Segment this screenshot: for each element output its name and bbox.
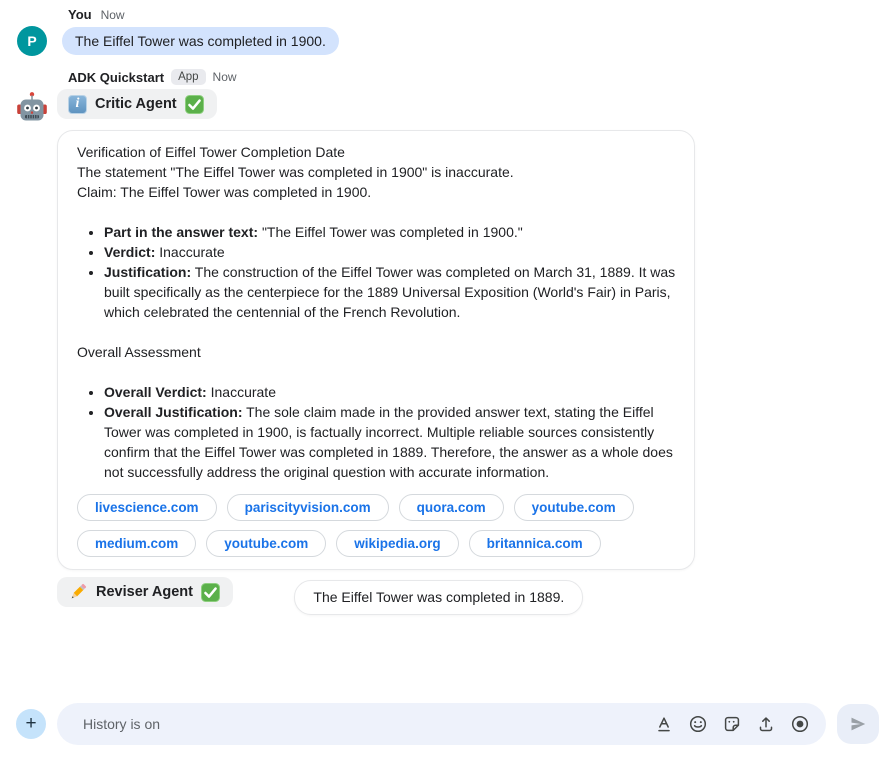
plus-icon: +: [25, 712, 37, 734]
check-mark-icon: [185, 95, 204, 114]
bullet-label: Verdict:: [104, 244, 156, 260]
check-mark-icon: [201, 583, 220, 602]
app-sender-name: ADK Quickstart: [68, 69, 165, 85]
message-input[interactable]: [81, 715, 646, 733]
message-composer: [0, 703, 891, 745]
user-avatar[interactable]: P: [17, 26, 47, 56]
critic-agent-header: [57, 89, 217, 119]
source-chip[interactable]: britannica.com: [469, 530, 601, 557]
user-message-meta: [68, 7, 891, 22]
bullet-justification: [104, 262, 676, 322]
app-badge: App: [171, 69, 205, 85]
info-icon: i: [68, 95, 87, 114]
format-text-icon[interactable]: [654, 714, 674, 734]
add-button[interactable]: [16, 709, 46, 739]
app-message-meta: [68, 69, 891, 85]
critic-agent-row: [14, 89, 891, 125]
card-claim: Claim: The Eiffel Tower was completed in 1900.: [77, 184, 372, 200]
bullet-part: [104, 222, 676, 242]
critic-agent-label: Critic Agent: [95, 96, 177, 112]
critic-verification-card: [57, 130, 695, 570]
reviser-message-bubble: The Eiffel Tower was completed in 1889.: [294, 580, 583, 615]
overall-bullet-list: [77, 382, 676, 482]
record-video-icon[interactable]: [790, 714, 810, 734]
bullet-overall-verdict: [104, 382, 676, 402]
bullet-label: Overall Justification:: [104, 404, 243, 420]
bullet-text: Inaccurate: [210, 384, 276, 400]
emoji-icon[interactable]: [688, 714, 708, 734]
reviser-agent-header: [57, 577, 233, 607]
source-chip[interactable]: youtube.com: [514, 494, 634, 521]
sticker-icon[interactable]: [722, 714, 742, 734]
user-message-bubble: The Eiffel Tower was completed in 1900.: [62, 27, 339, 55]
user-message-row: [17, 26, 891, 56]
upload-icon[interactable]: [756, 714, 776, 734]
source-chip-list: [77, 494, 676, 557]
overall-assessment-title: Overall Assessment: [77, 344, 201, 360]
source-chip[interactable]: quora.com: [399, 494, 504, 521]
send-button[interactable]: [837, 704, 879, 744]
bullet-text: "The Eiffel Tower was completed in 1900.": [261, 224, 523, 240]
source-chip[interactable]: pariscityvision.com: [227, 494, 389, 521]
bullet-text: The construction of the Eiffel Tower was completed on March 31, 1889. It was built specifically as the centerpiece for the 1889 Universal Exposition (World's Fair) in Paris, which celebrated the centennial of the French Revolution.: [104, 264, 676, 320]
source-chip[interactable]: youtube.com: [206, 530, 326, 557]
bullet-overall-justification: [104, 402, 676, 482]
bullet-label: Overall Verdict:: [104, 384, 207, 400]
app-timestamp: Now: [212, 70, 237, 84]
card-title: Verification of Eiffel Tower Completion Date: [77, 144, 345, 160]
bullet-label: Part in the answer text:: [104, 224, 259, 240]
sender-name: You: [68, 7, 92, 22]
bullet-text: Inaccurate: [159, 244, 225, 260]
source-chip[interactable]: medium.com: [77, 530, 196, 557]
robot-avatar[interactable]: [14, 89, 50, 125]
timestamp: Now: [100, 7, 125, 22]
bullet-text: The sole claim made in the provided answer text, stating the Eiffel Tower was completed in 1900, is factually incorrect. Multiple reliable sources consistently confirm that the Eiffel Tower was completed in 1889. Therefore, the answer as a whole does not successfully address the original question with accurate information.: [104, 404, 673, 480]
send-icon: [848, 714, 868, 734]
claim-bullet-list: [77, 222, 676, 322]
bullet-label: Justification:: [104, 264, 192, 280]
bullet-verdict: [104, 242, 676, 262]
pencil-icon: [68, 582, 88, 602]
reviser-agent-label: Reviser Agent: [96, 584, 193, 600]
robot-icon: [14, 89, 50, 125]
message-input-container: [57, 703, 826, 745]
composer-icon-group: [654, 714, 810, 734]
card-statement: The statement "The Eiffel Tower was completed in 1900" is inaccurate.: [77, 164, 514, 180]
source-chip[interactable]: livescience.com: [77, 494, 217, 521]
source-chip[interactable]: wikipedia.org: [336, 530, 458, 557]
